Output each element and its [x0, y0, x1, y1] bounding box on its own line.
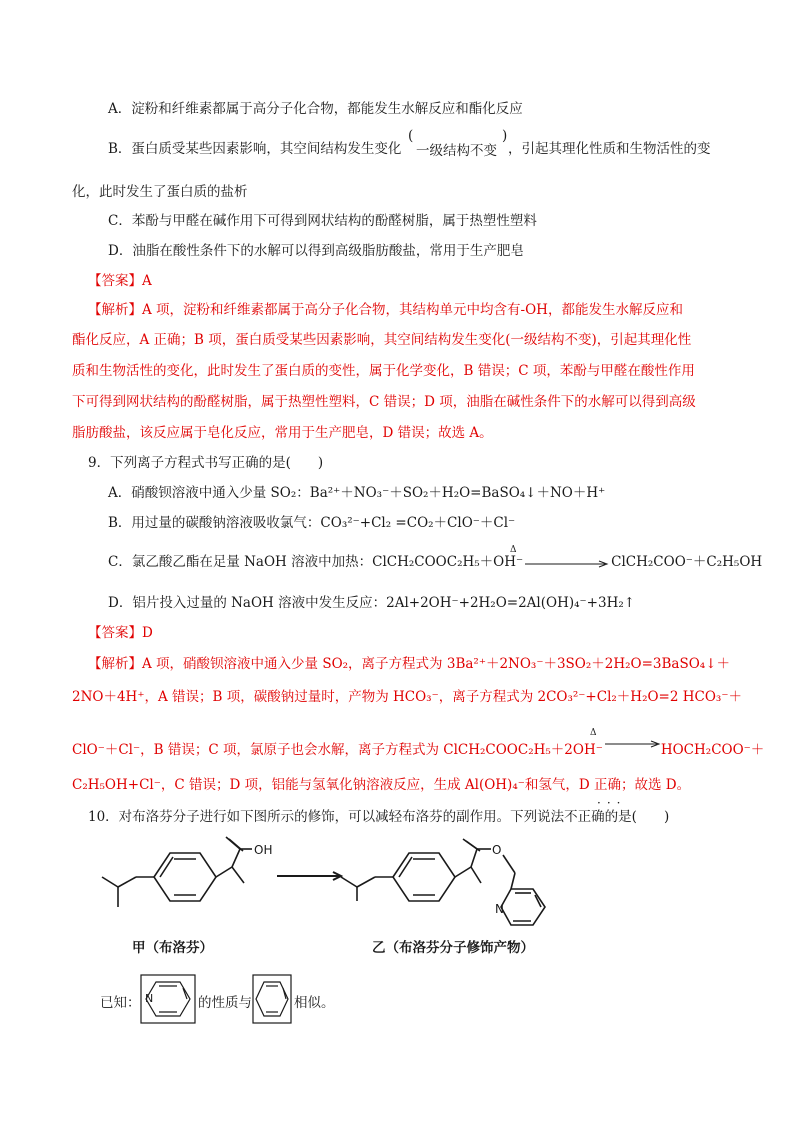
q8-option-b-line2: 化，此时发生了蛋白质的盐析: [72, 184, 248, 200]
modified-product-structure: [335, 835, 560, 935]
reaction-arrow-icon: [523, 556, 611, 570]
q8-option-b-line1: [108, 140, 401, 158]
q9-analysis-line3-right: HOCH₂COO⁻＋: [660, 742, 765, 758]
q9-option-c: [108, 553, 762, 571]
known-middle: 的性质与: [198, 995, 252, 1011]
q8-option-a: A．淀粉和纤维素都属于高分子化合物，都能发生水解反应和酯化反应: [108, 101, 523, 117]
q9-analysis-line3-left: ClO⁻＋Cl⁻，B 错误；C 项，氯原子也会水解，离子方程式为 ClCH₂COOC₂H₅＋2OH⁻: [72, 742, 603, 758]
q9-option-a: A．硝酸钡溶液中通入少量 SO₂：Ba²⁺＋NO₃⁻＋SO₂＋H₂O=BaSO₄↓＋NO＋H⁺: [108, 485, 606, 501]
q8-analysis-line4: 下可得到网状结构的酚醛树脂，属于热塑性塑料，C 错误；D 项，油脂在碱性条件下的水解可以得到高级: [72, 394, 696, 410]
benzene-ring-icon: [252, 974, 292, 1024]
caption-ibuprofen: 甲（布洛芬）: [132, 940, 213, 956]
q9-analysis-line2: 2NO＋4H⁺，A 错误；B 项，碳酸钠过量时，产物为 HCO₃⁻，离子方程式为 2CO₃²⁻+Cl₂＋H₂O=2 HCO₃⁻＋: [72, 689, 742, 705]
q8-option-b-paren-close: ): [502, 128, 508, 144]
q8-analysis-line1: 【解析】A 项，淀粉和纤维素都属于高分子化合物，其结构单元中均含有-OH，都能发生水解反应和: [88, 302, 683, 318]
q9-analysis-line1: 【解析】A 项，硝酸钡溶液中通入少量 SO₂，离子方程式为 3Ba²⁺＋2NO₃⁻＋3SO₂＋2H₂O=3BaSO₄↓＋: [88, 656, 731, 672]
q10-stem: 10．对布洛芬分子进行如下图所示的修饰，可以减轻布洛芬的副作用。下列说法不正确的是( ): [88, 809, 670, 825]
known-prefix: 已知：: [100, 995, 141, 1011]
caption-modified-product: 乙（布洛芬分子修饰产物）: [372, 940, 534, 956]
q9-option-d: D．铝片投入过量的 NaOH 溶液中发生反应：2Al+2OH⁻+2H₂O=2Al(OH)₄⁻+3H₂↑: [108, 595, 636, 611]
q9-analysis-line3: [72, 741, 764, 759]
q9-answer: 【答案】D: [88, 625, 153, 641]
q9-option-c-right: ClCH₂COO⁻＋C₂H₅OH: [611, 554, 763, 570]
oh-label: OH: [254, 843, 273, 857]
ester-o-label: O: [492, 843, 502, 857]
pyridine-n-label: N: [495, 902, 504, 916]
q8-option-b-paren-open: (: [408, 128, 414, 144]
q9-analysis-delta: Δ: [590, 728, 597, 738]
q8-option-c: C．苯酚与甲醛在碱作用下可得到网状结构的酚醛树脂，属于热塑性塑料: [108, 213, 537, 229]
known-suffix: 相似。: [294, 995, 335, 1011]
q8-option-b-text: B．蛋白质受某些因素影响，其空间结构发生变化: [108, 141, 402, 157]
q9-option-b: B．用过量的碳酸钠溶液吸收氯气：CO₃²⁻+Cl₂ =CO₂＋ClO⁻＋Cl⁻: [108, 515, 516, 531]
reaction-arrow-icon-2: [603, 744, 661, 758]
q8-option-d: D．油脂在酸性条件下的水解可以得到高级脂肪酸盐，常用于生产肥皂: [108, 243, 524, 259]
q9-option-c-left: C．氯乙酸乙酯在足量 NaOH 溶液中加热：ClCH₂COOC₂H₅＋OH⁻: [108, 554, 524, 570]
q9-stem: 9．下列离子方程式书写正确的是( ): [88, 455, 324, 471]
q8-option-b-rest: ，引起其理化性质和生物活性的变: [508, 141, 711, 157]
q9-option-c-delta: Δ: [510, 545, 517, 555]
q8-analysis-line3: 质和生物活性的变化，此时发生了蛋白质的变性，属于化学变化，B 错误；C 项，苯酚与甲醛在酸性作用: [72, 363, 695, 379]
q8-answer: 【答案】A: [88, 273, 152, 289]
q8-option-b-inner: 一级结构不变: [416, 143, 497, 159]
pyridine-icon-n-label: N: [145, 992, 154, 1005]
q9-analysis-line4: C₂H₅OH+Cl⁻，C 错误；D 项，铝能与氢氧化钠溶液反应，生成 Al(OH)₄⁻和氢气，D 正确；故选 D。: [72, 777, 691, 793]
q8-analysis-line5: 脂肪酸盐，该反应属于皂化反应，常用于生产肥皂，D 错误；故选 A。: [72, 425, 493, 441]
emphasis-dots: ···: [597, 796, 627, 810]
q8-analysis-line2: 酯化反应，A 正确；B 项，蛋白质受某些因素影响，其空间结构发生变化(一级结构不变)，引起其理化性: [72, 332, 692, 348]
